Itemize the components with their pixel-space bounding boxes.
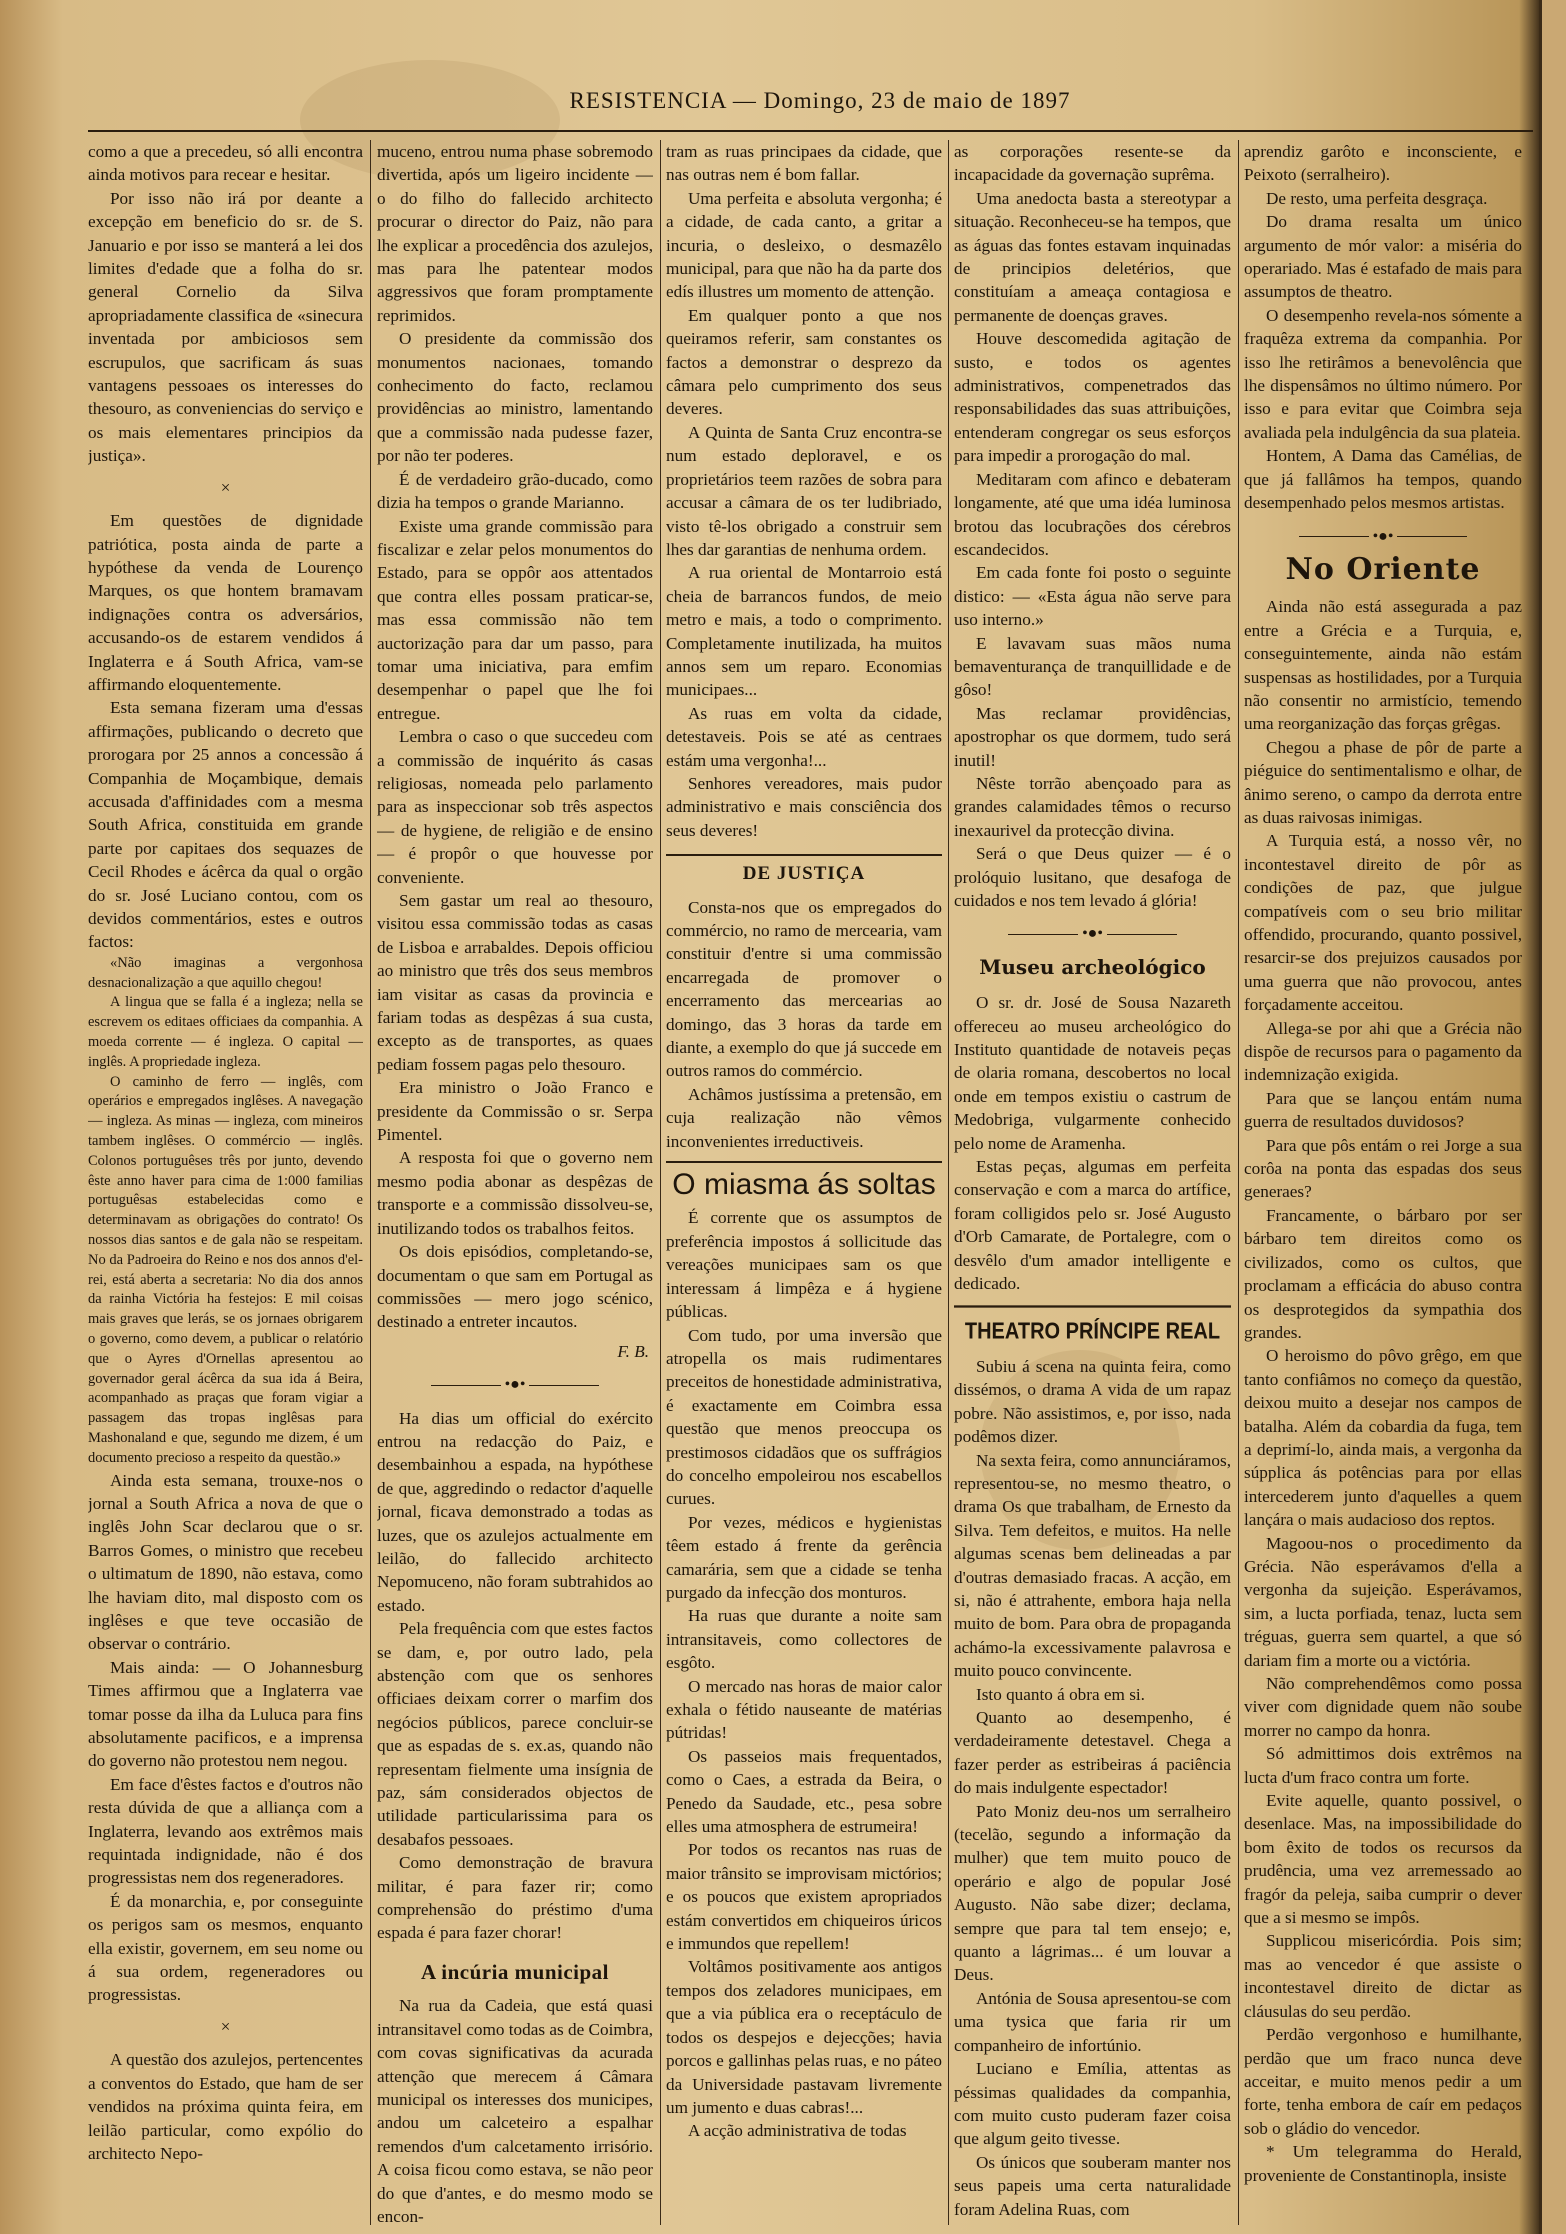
section-separator: ×: [220, 2016, 231, 2036]
ornament-divider: [954, 922, 1231, 945]
paragraph: Allega-se por ahi que a Grécia não dispõe de recursos para o pagamento da indemnização exigida.: [1244, 1018, 1522, 1085]
page-header: RESISTENCIA — Domingo, 23 de maio de 1897: [569, 88, 1071, 113]
paragraph: Nêste torrão abençoado para as grandes calamidades têmos o recurso inexaurivel da protecção divina.: [954, 773, 1231, 840]
paragraph: Voltâmos positivamente aos antigos tempos dos zeladores municipaes, em que a via pública era o receptáculo de todos os despejos e dejecções; havia porcos e gallinhas pelas ruas, e no páteo da Universidade pastavam livremente um jumento e duas cabras!...: [666, 1957, 942, 2117]
paragraph: Isto quanto á obra em si.: [976, 1684, 1145, 1704]
paragraph: Antónia de Sousa apresentou-se com uma tysica que faria rir um companheiro de infortúnio.: [954, 1988, 1231, 2055]
paragraph: Houve descomedida agitação de susto, e todos os agentes administrativos, compenetrados das responsabilidades das suas attribuições, entenderam congregar os seus esforços para impedir a prorogação do mal.: [954, 329, 1231, 466]
paragraph: Em cada fonte foi posto o seguinte distico: — «Esta água não serve para uso interno.»: [954, 563, 1231, 630]
paragraph: Ainda não está assegurada a paz entre a Grécia e a Turquia, e, conseguintemente, ainda não estám suspensas as hostilidades, por a Turquia não consentir no armistício, temendo uma reorganização das forças grêgas.: [1244, 597, 1522, 734]
paragraph: Sem gastar um real ao thesouro, visitou essa commissão todas as casas de Lisboa e arrabaldes. Depois officiou ao ministro que três dos seus membros iam visitar as casas da provincia e fariam todas as despêzas á sua custa, excepto as de transportes, as quaes pediam fossem pagas pelo thesouro.: [377, 891, 653, 1074]
section-heading: No Oriente: [1285, 551, 1481, 587]
paragraph: Mas reclamar providências, apostrophar os que dormem, tudo será inutil!: [954, 703, 1231, 770]
section-heading: THEATRO PRÍNCIPE REAL: [954, 1305, 1231, 1346]
paragraph: Do drama resalta um único argumento de mór valor: a miséria do operariado. Mas é estafado de mais para assumptos de theatro.: [1244, 212, 1522, 302]
paragraph: Supplicou misericórdia. Pois sim; mas ao vencedor é que assiste o incontestavel direito de dictar as cláusulas do seu perdão.: [1244, 1931, 1522, 2021]
paragraph: Não comprehendêmos como possa viver com dignidade quem não soube morrer no campo da honra.: [1244, 1674, 1522, 1740]
ornament-glyph: •●•: [504, 1376, 526, 1394]
column-rule: [370, 140, 371, 2225]
paragraph: Os únicos que souberam manter nos seus papeis uma certa naturalidade foram Adelina Ruas, com: [954, 2152, 1231, 2219]
header-rule: [88, 130, 1533, 132]
paragraph: Evite aquelle, quanto possivel, o desenlace. Mas, na impossibilidade do bom êxito de todos os recursos da prudência, uma vez arremessado ao fragór da peleja, saiba cumprir o dever que a si mesmo se impôs.: [1244, 1791, 1522, 1928]
column-3: [666, 140, 942, 2225]
paragraph: Pato Moniz deu-nos um serralheiro (tecelão, segundo a informação da mulher) que tem muito pouco de operário e algo de popular José Augusto. Não sabe dizer; declama, sempre que para tal tem ensejo; e, quanto a lágrimas... é um louvar a Deus.: [954, 1801, 1231, 1985]
adjacent-page-edge: [1539, 0, 1566, 2234]
paragraph: Chegou a phase de pôr de parte a piéguice do sentimentalismo e olhar, de ânimo sereno, o campo da derrota entre as duas raivosas inimigas.: [1244, 737, 1522, 827]
paragraph: O desempenho revela-nos sómente a fraquêza extrema da companhia. Por isso lhe retirâmos a benevolência que lhe dispensâmos no último número. Por isso e para evitar que Coimbra seja avaliada pela indulgência da sua plateia.: [1244, 305, 1522, 442]
paragraph: Ha ruas que durante a noite sam intransitaveis, como collectores de esgôto.: [666, 1606, 942, 1673]
paragraph: Por todos os recantos nas ruas de maior trânsito se improvisam mictórios; e os poucos que existem apropriados estám convertidos em chiqueiros úricos e immundos que repellem!: [666, 1840, 942, 1954]
paragraph: Era ministro o João Franco e presidente da Commissão o sr. Serpa Pimentel.: [377, 1078, 653, 1145]
ornament-glyph: •●•: [1082, 925, 1103, 943]
quote-paragraph: «Não imaginas a vergonhosa desnacionalização a que aquillo chegou!: [88, 954, 363, 991]
paragraph: As ruas em volta da cidade, detestaveis. Pois se até as centraes estám uma vergonha!...: [666, 703, 942, 770]
paragraph: Achâmos justíssima a pretensão, em cuja realização não vêmos inconvenientes irreductiveis.: [666, 1084, 942, 1151]
column-rule: [948, 140, 949, 2225]
column-5: [1244, 140, 1522, 2225]
paragraph: Por vezes, médicos e hygienistas têem estado á frente da gerência camarária, sem que a cidade se tenha purgado da infecção dos monturos.: [666, 1512, 942, 1602]
paragraph: É da monarchia, e, por conseguinte os perigos sam os mesmos, enquanto ella existir, governem, em seu nome ou á sua ordem, regeneradores ou progressistas.: [88, 1891, 363, 2005]
paragraph: Uma perfeita e absoluta vergonha; é a cidade, de cada canto, a gritar a incuria, o desleixo, o desmazêlo municipal, para que não ha da parte dos edís illustres um momento de attenção.: [666, 188, 942, 302]
paragraph: Lembra o caso o que succedeu com a commissão de inquérito ás casas religiosas, nomeada pelo parlamento para as inspeccionar sob três aspectos — de hygiene, de religião e de ensino — é propôr o que houvesse por conveniente.: [377, 727, 653, 887]
section-heading: A incúria municipal: [420, 1959, 610, 1984]
paragraph: Pela frequência com que estes factos se dam, e, por outro lado, pela abstenção com que os senhores officiaes deixam correr o marfim dos negócios públicos, parece concluir-se que as espadas de s. ex.as, quando não representam fielmente uma insígnia de paz, sám considerados objectos de utilidade particularissima para os desabafos pessoaes.: [377, 1619, 653, 1849]
paragraph: * Um telegramma do Herald, proveniente de Constantinopla, insiste: [1244, 2142, 1522, 2185]
paragraph: Na sexta feira, como annunciáramos, representou-se, no mesmo theatro, o drama Os que trabalham, de Ernesto da Silva. Tem defeitos, e muitos. Ha nelle algumas scenas bem delineadas a par d'outras demasiado fracas. A acção, em si, não é attrahente, embora haja nella muito de bom. Para obra de propaganda achámo-la excessivamente palavrosa e muito pouco convincente.: [954, 1450, 1231, 1681]
paragraph: Subiu á scena na quinta feira, como dissémos, o drama A vida de um rapaz pobre. Não assistimos, e, por isso, nada podêmos dizer.: [954, 1356, 1231, 1447]
paragraph: Hontem, A Dama das Camélias, de que já fallâmos ha tempos, quando desempenhado pelos mesmos artistas.: [1244, 446, 1522, 513]
paragraph: Existe uma grande commissão para fiscalizar e zelar pelos monumentos do Estado, para se oppôr aos attentados que contra elles possam praticar-se, mas essa commissão não tem auctorização para dar um passo, para tomar uma iniciativa, para emfim desempenhar o papel que lhe foi entregue.: [377, 516, 653, 723]
paragraph: Uma anedocta basta a stereotypar a situação. Reconheceu-se ha tempos, que as águas das fontes estavam inquinadas de principios deletérios, que constituíam a ameaça contagiosa e permanente de doenças graves.: [954, 188, 1231, 325]
section-heading: O miasma ás soltas: [666, 1161, 942, 1196]
paragraph: Magoou-nos o procedimento da Grécia. Não esperávamos d'ella a vergonha da sujeição. Esperávamos, sim, a lucta porfiada, tenaz, lucta sem tréguas, guerra sem quartel, a que só dariam fim a morte ou a victória.: [1244, 1533, 1522, 1670]
paragraph: A acção administrativa de todas: [688, 2121, 907, 2141]
paragraph: Senhores vereadores, mais pudor administrativo e mais consciência dos seus deveres!: [666, 773, 942, 840]
quote-paragraph: A lingua que se falla é a ingleza; nella se escrevem os editaes officiaes da companhia. A moeda corrente — é ingleza. O capital — inglês. A propriedade ingleza.: [88, 994, 363, 1070]
paragraph: tram as ruas principaes da cidade, que nas outras nem é bom fallar.: [666, 142, 942, 185]
paragraph: Em face d'êstes factos e d'outros não resta dúvida de que a alliança com a Inglaterra, levando aos extrêmos mais requintada indignidade, não é dos progressistas nem dos regeneradores.: [88, 1774, 363, 1888]
paragraph: E lavavam suas mãos numa bemaventurança de tranquillidade e de gôso!: [954, 633, 1231, 700]
paragraph: muceno, entrou numa phase sobremodo divertida, após um ligeiro incidente — o do filho do fallecido architecto procurar o director do Paiz, não para lhe explicar a procedência dos azulejos, mas para lhe patentear modos aggressivos que foram promptamente reprimidos.: [377, 142, 653, 325]
ornament-divider: [1244, 525, 1522, 548]
paragraph: Francamente, o bárbaro por ser bárbaro tem direitos como os civilizados, como os cultos, que proclamam a efficácia do abuso contra os desprotegidos da sympathia dos grandes.: [1244, 1205, 1522, 1342]
ornament-glyph: •●•: [1372, 527, 1394, 545]
paragraph: O mercado nas horas de maior calor exhala o fétido nauseante de matérias pútridas!: [666, 1676, 942, 1743]
paragraph: Os passeios mais frequentados, como o Caes, a estrada da Beira, o Penedo da Saudade, etc., pesa sobre elles uma atmosphera de estrumeira!: [666, 1746, 942, 1837]
paragraph: aprendiz garôto e inconsciente, e Peixoto (serralheiro).: [1244, 142, 1522, 185]
paragraph: Esta semana fizeram uma d'essas affirmações, publicando o decreto que prorogara por 25 annos a concessão á Companhia de Moçambique, demais accusada d'affinidades com a mesma South Africa, constituida em grande parte por capitaes dos sequazes de Cecil Rhodes e ácêrca da qual o orgão do sr. José Luciano contou, com os devidos commentários, estes e outros factos:: [88, 698, 363, 952]
paragraph: Meditaram com afinco e debateram longamente, até que uma idéa luminosa brotou das locubrações dos cérebros escandecidos.: [954, 469, 1231, 559]
section-heading: Museu archeológico: [979, 954, 1206, 979]
paragraph: É corrente que os assumptos de preferência impostos á sollicitude das vereações municipaes sam os que interessam á limpêza e á hygiene públicas.: [666, 1208, 942, 1322]
paragraph: Perdão vergonhoso e humilhante, perdão que um fraco nunca deve acceitar, e muito menos pedir a um forte, tenha embora de caír em pedaços sob o gládio do vencedor.: [1244, 2025, 1522, 2138]
paragraph: Os dois episódios, completando-se, documentam o que sam em Portugal as commissões — mero jogo scénico, destinado a entreter incautos.: [377, 1242, 653, 1332]
paragraph: A rua oriental de Montarroio está cheia de barrancos fundos, de meio metro e mais, a todo o comprimento. Completamente inutilizada, ha muitos annos sem um reparo. Economias municipaes...: [666, 563, 942, 700]
paragraph: Será o que Deus quizer — é o prolóquio lusitano, que desafoga de cuidados e nos tem levado á glória!: [954, 844, 1231, 910]
paragraph: Por isso não irá por deante a excepção em beneficio do sr. de S. Januario e por isso se manterá a lei dos limites d'edade que a folha do sr. general Cornelio da Silva apropriadamente classifica de «sinecura inventada por ambiciosos sem escrupulos, que sacrificam ás suas vantagens pessoaes os interesses do thesouro, as conveniencias do serviço e os mais elementares principios da justiça».: [88, 188, 363, 466]
paragraph: as corporações resente-se da incapacidade da governação suprêma.: [954, 142, 1231, 185]
paragraph: Quanto ao desempenho, é verdadeiramente detestavel. Chega a fazer perder as estribeiras á paciência do mais indulgente espectador!: [954, 1708, 1231, 1798]
paragraph: O sr. dr. José de Sousa Nazareth offereceu ao museu archeológico do Instituto quantidade de notaveis peças de olaria romana, descobertos no local onde em tempos existiu o castrum de Medobriga, vulgarmente conhecido pelo nome de Aramenha.: [954, 993, 1231, 1153]
paragraph: De resto, uma perfeita desgraça.: [1266, 188, 1488, 208]
column-2: [377, 140, 653, 2225]
column-4: [954, 140, 1231, 2225]
section-separator: ×: [220, 477, 231, 497]
paragraph: Ainda esta semana, trouxe-nos o jornal a South Africa a nova de que o inglês John Scar declarou que o sr. Barros Gomes, o ministro que recebeu o ultimatum de 1890, não estava, como lhe haviam dito, mal disposto com os inglêses e que teve occasião de observar o contrário.: [88, 1470, 363, 1654]
column-rule: [660, 140, 661, 2225]
paragraph: A resposta foi que o governo nem mesmo podia abonar as despêzas de transporte e a commissão dissolveu-se, inutilizando todos os trabalhos feitos.: [377, 1148, 653, 1238]
paragraph: A Quinta de Santa Cruz encontra-se num estado deploravel, e os proprietários teem razões de sobra para accusar a câmara de os ter ludibriado, visto tê-los obrigado a construir sem lhes dar garantias de nenhuma ordem.: [666, 422, 942, 559]
paragraph: É de verdadeiro grão-ducado, como dizia ha tempos o grande Marianno.: [377, 469, 653, 513]
paragraph: Estas peças, algumas em perfeita conservação e com a marca do artífice, foram colligidos pelo sr. José Augusto d'Orb Camarate, de Portalegre, com o desvêlo d'um amador intelligente e dedicado.: [954, 1157, 1231, 1294]
paragraph: Em questões de dignidade patriótica, posta ainda de parte a hypóthese da venda de Lourenço Marques, os que hontem bramavam indignações contra os adversários, accusando-os de estarem vendidos á Inglaterra e á South Africa, vam-se affirmando eloquentemente.: [88, 511, 363, 694]
paragraph: A Turquia está, a nosso vêr, no incontestavel direito de pôr as condições de paz, que julgue compatíveis com o seu brio militar offendido, procurando, quanto possivel, resarcir-se dos prejuizos causados por uma guerra que não provocou, antes forçadamente acceitou.: [1244, 831, 1522, 1015]
paragraph: A questão dos azulejos, pertencentes a conventos do Estado, que ham de ser vendidos na próxima quinta feira, em leilão particular, como expólio do architecto Nepo-: [88, 2050, 363, 2163]
ornament-divider: [377, 1373, 653, 1396]
paragraph: O presidente da commissão dos monumentos nacionaes, tomando conhecimento do facto, reclamou providências ao ministro, lamentando que a commissão nada pudesse fazer, por não ter poderes.: [377, 329, 653, 466]
paragraph: Em qualquer ponto a que nos queiramos referir, sam constantes os factos a demonstrar o desprezo da câmara pelo cumprimento dos seus deveres.: [666, 305, 942, 419]
paragraph: Para que se lançou entám numa guerra de resultados duvidosos?: [1244, 1088, 1522, 1132]
column-rule: [1238, 140, 1239, 2225]
quote-paragraph: O caminho de ferro — inglês, com operários e empregados inglêses. A navegação — ingleza. As minas — ingleza, com mineiros tambem inglêses. O commércio — inglês. Colonos portuguêses três por junto, devendo êste anno haver para cima de 1:000 familias portuguêsas estabelecidas como e determinavam as obrigações do contrato! Os nossos dias santos e de gala não se respeitam. No da Padroeira do Reino e nos dos annos d'el-rei, está aberta a secretaria: No dia dos annos da rainha Victória ha festejos: E mil coisas mais graves que lerás, se os jornaes obrigarem o governo, como devem, a publicar o relatório que o Ayres d'Ornellas apresentou ao governador geral ácêrca da sua ida á Beira, acompanhado as praças que foram vigiar a passagem das tropas inglêsas para Mashonaland e que, segundo me dizem, é um documento precioso a respeito da questão.»: [88, 1073, 363, 1466]
paragraph: Na rua da Cadeia, que está quasi intransitavel como todas as de Coimbra, com covas significativas da acurada attenção que merecem á Câmara municipal os interesses dos municipes, andou um calceteiro a espalhar remendos d'um calcetamento irrisório. A coisa ficou como estava, se não peor do que d'antes, e do mesmo modo se encon-: [377, 1996, 653, 2225]
paragraph: como a que a precedeu, só alli encontra ainda motivos para recear e hesitar.: [88, 142, 363, 185]
paragraph: O heroismo do pôvo grêgo, em que tanto confiâmos no começo da questão, deixou muito a desejar nos campos de batalha. Além da cobardia da fuga, tem a deprimí-lo, ainda mais, a vergonha da súpplica ás potências para por ellas intercederem junto d'aquelles a quem lançára o mais audacioso dos reptos.: [1244, 1346, 1522, 1530]
paragraph: Para que pôs entám o rei Jorge a sua corôa na ponta das espadas dos seus generaes?: [1244, 1135, 1522, 1202]
paragraph: Luciano e Emília, attentas as péssimas qualidades da companhia, com muito custo puderam fazer coisa que algum geito tivesse.: [954, 2059, 1231, 2149]
paragraph: Com tudo, por uma inversão que atropella os mais rudimentares preceitos de honestidade administrativa, é exactamente em Coimbra essa questão que menos preoccupa os prestimosos cidadãos que os suffrágios do concelho empoleirou nos escabellos curues.: [666, 1325, 942, 1509]
column-1: [88, 140, 363, 2225]
paragraph: Como demonstração de bravura militar, é para fazer rir; como comprehensão do préstimo d'uma espada é para fazer chorar!: [377, 1853, 653, 1943]
section-heading: DE JUSTIÇA: [666, 854, 942, 885]
paragraph: Consta-nos que os empregados do commércio, no ramo de mercearia, vam constituir d'entre si uma commissão encarregada de promover o encerramento das mercearias ao domingo, das 3 horas da tarde em diante, a exemplo do que já succede em outros ramos do commércio.: [666, 897, 942, 1081]
author-signature: F. B.: [617, 1341, 649, 1361]
paragraph: Ha dias um official do exército entrou na redacção do Paiz, e desembainhou a espada, na hypóthese de que, aggredindo o redactor d'aquelle jornal, ficava demonstrado a todas as luzes, que os azulejos actualmente em leilão, do fallecido architecto Nepomuceno, não foram subtrahidos ao estado.: [377, 1408, 653, 1615]
paragraph: Só admittimos dois extrêmos na lucta d'um fraco contra um forte.: [1244, 1744, 1522, 1787]
paragraph: Mais ainda: — O Johannesburg Times affirmou que a Inglaterra vae tomar posse da ilha da Luluca para fins absolutamente pacificos, e a imprensa do governo não protestou nem negou.: [88, 1657, 363, 1771]
